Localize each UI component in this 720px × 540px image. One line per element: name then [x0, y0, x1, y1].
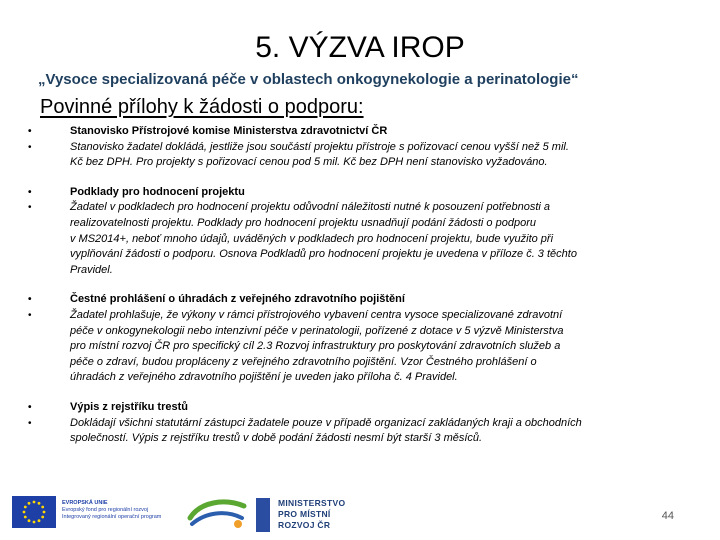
item-body-line	[28, 355, 668, 371]
item-body-line	[28, 370, 668, 386]
item-title: Podklady pro hodnocení projektu	[70, 185, 245, 198]
mmr-line-2: PRO MÍSTNÍ	[278, 509, 331, 519]
bullet: •	[28, 186, 32, 198]
item-body-line	[28, 263, 668, 279]
eu-programme: Integrovaný regionální operační program	[62, 514, 162, 520]
item-body-line	[28, 200, 668, 216]
list-item	[28, 400, 668, 447]
item-title: Stanovisko Přístrojové komise Ministerstva zdravotnictví ČR	[70, 125, 388, 137]
slide-subtitle: „Vysoce specializovaná péče v oblastech onkogynekologie a perinatologie“	[38, 71, 579, 88]
eu-fund: Evropský fond pro regionální rozvoj	[62, 507, 149, 513]
item-title: Čestné prohlášení o úhradách z veřejného zdravotního pojištění	[70, 293, 405, 306]
list-item	[28, 124, 668, 171]
section-heading: Povinné přílohy k žádosti o podporu:	[40, 96, 364, 118]
eu-name: EVROPSKÁ UNIE	[62, 500, 108, 506]
bullet: •	[28, 417, 32, 429]
mmr-caption	[278, 498, 345, 531]
item-title-line	[28, 292, 668, 308]
item-body-line	[28, 324, 668, 340]
slide-title: 5. VÝZVA IROP	[255, 31, 465, 64]
item-body-text: společností. Výpis z rejstříku trestů v době podání žádosti nesmí být starší 3 měsíců.	[70, 432, 483, 445]
item-body-text: Žadatel v podkladech pro hodnocení projektu odůvodní náležitosti nutné k posouzení potřebnosti a	[70, 201, 551, 214]
page-number: 44	[661, 510, 674, 522]
item-body-text: Kč bez DPH. Pro projekty s pořizovací cenou pod 5 mil. Kč bez DPH není stanovisko vyžadováno.	[70, 156, 548, 169]
item-body-line	[28, 431, 668, 447]
bullet: •	[28, 202, 32, 214]
eu-stars-icon	[12, 496, 56, 528]
bullet: •	[28, 309, 32, 321]
item-body-line	[28, 339, 668, 355]
item-body-line	[28, 308, 668, 324]
list-item	[28, 292, 668, 386]
eu-caption	[62, 500, 182, 521]
item-body-line	[28, 155, 668, 171]
item-body-line	[28, 140, 668, 156]
item-title-line	[28, 400, 668, 416]
item-body-text: péče o zdraví, budou propláceny z veřejného zdravotního pojištění. Vzor Čestného prohlášení o	[70, 355, 537, 368]
bullet: •	[28, 401, 32, 413]
item-title: Výpis z rejstříku trestů	[70, 400, 188, 413]
item-body-text: vyplňování žádosti o podporu. Osnova Podkladů pro hodnocení projektu je uvedena v příloze č. 3 těchto	[70, 248, 577, 261]
item-body-text: Žadatel prohlašuje, že výkony v rámci přístrojového vybavení centra vysoce specializované zdravotní	[70, 308, 563, 321]
item-body-text: Pravidel.	[70, 263, 113, 276]
irop-logo-icon	[186, 496, 248, 532]
mmr-line-1: MINISTERSTVO	[278, 498, 346, 508]
mmr-emblem-icon	[256, 498, 270, 532]
item-body-text: pro místní rozvoj ČR pro specifický cíl 2.3 Rozvoj infrastruktury pro poskytování zdravotních služeb a	[70, 340, 561, 353]
bullet: •	[28, 141, 32, 153]
attachments-list	[28, 124, 668, 461]
item-body-line	[28, 232, 668, 248]
item-body-line	[28, 216, 668, 232]
bullet: •	[28, 126, 32, 137]
item-title-line	[28, 124, 668, 140]
footer-logos	[0, 488, 720, 540]
item-body-text: Stanovisko žadatel dokládá, jestliže jsou součástí projektu přístroje s pořizovací cenou vyšší než 5 mil.	[70, 140, 569, 153]
item-body-text: úhradách z veřejného zdravotního pojištění je uveden jako příloha č. 4 Pravidel.	[70, 371, 458, 384]
item-body-text: realizovatelnosti projektu. Podklady pro hodnocení projektu usnadňují podání žádosti o podporu	[70, 216, 536, 229]
item-body-line	[28, 416, 668, 432]
item-body-text: v MS2014+, neboť mnoho údajů, uváděných v podkladech pro hodnocení projektu, bude využito při	[70, 232, 554, 245]
eu-flag-icon	[12, 496, 56, 528]
item-title-line	[28, 185, 668, 201]
list-item	[28, 185, 668, 279]
mmr-line-3: ROZVOJ ČR	[278, 520, 331, 530]
item-body-text: Dokládají všichni statutární zástupci žadatele pouze v případě organizací zakládaných kraji a obchodních	[70, 416, 582, 429]
bullet: •	[28, 294, 32, 306]
item-body-text: péče v onkogynekologii nebo intenzivní péče v perinatologii, pořízené z dotace v 5 výzvě Ministerstva	[70, 324, 564, 337]
item-body-line	[28, 247, 668, 263]
